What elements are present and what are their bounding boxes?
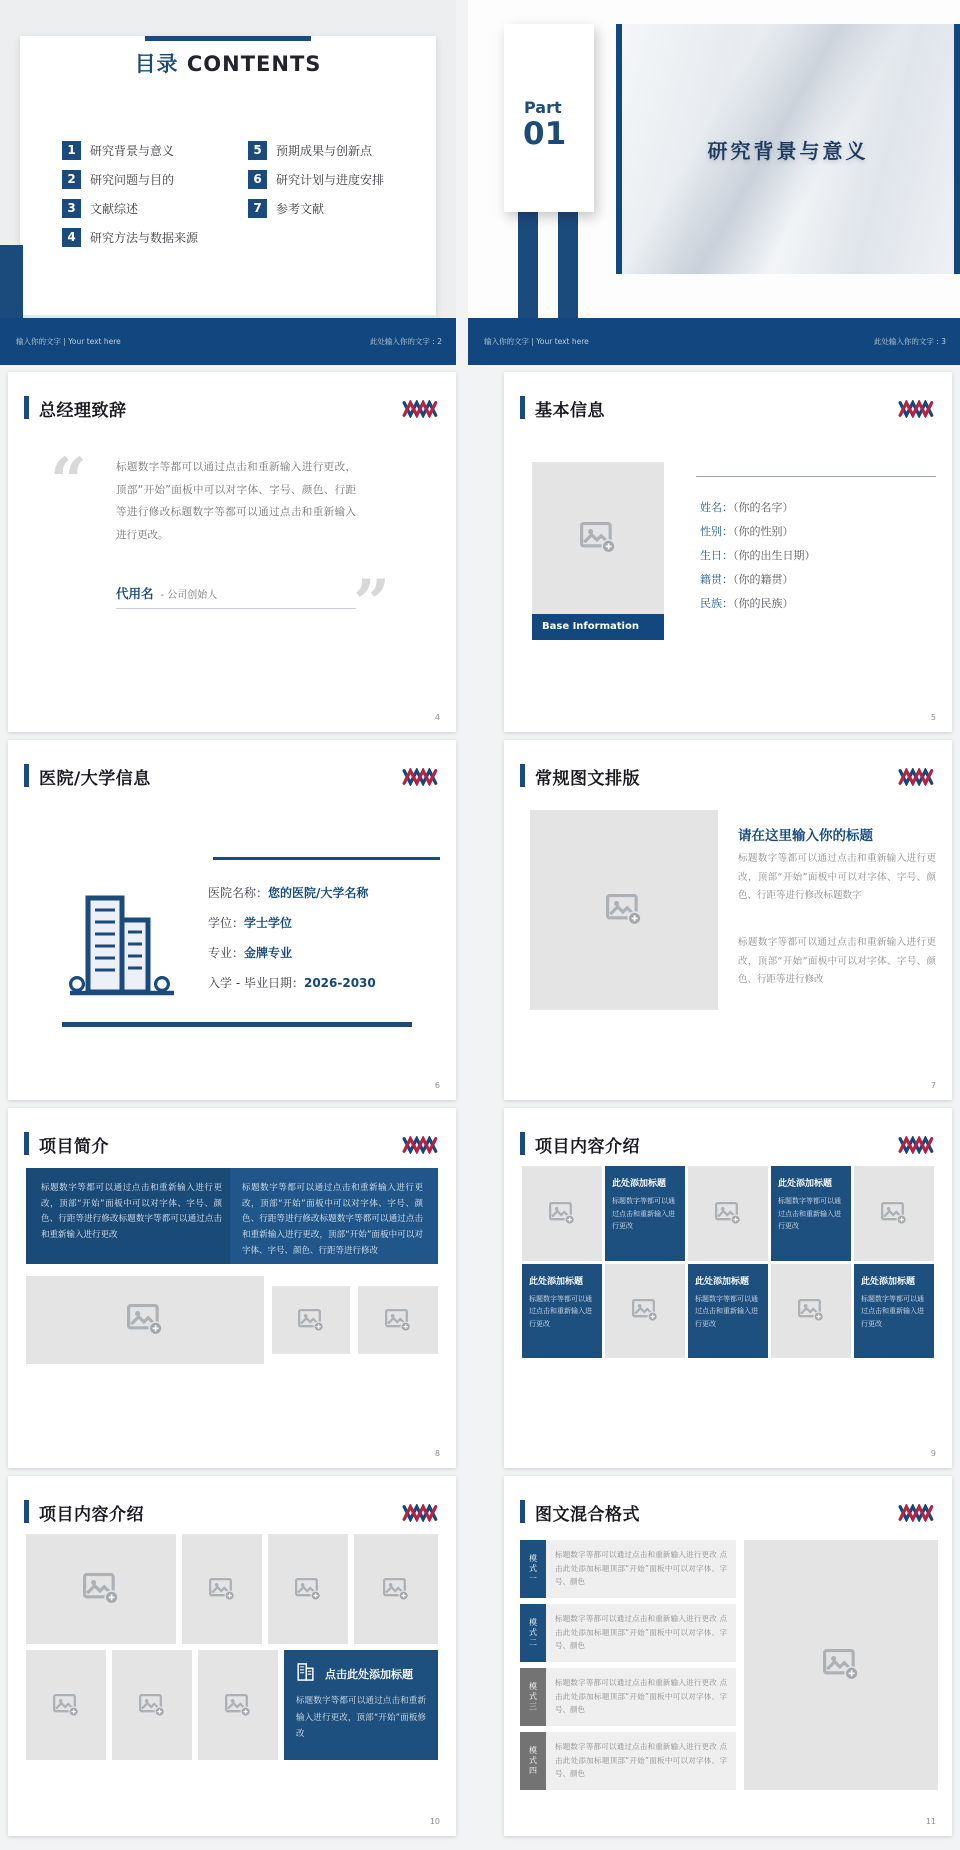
title-accent-bar	[520, 764, 525, 787]
image-placeholder	[358, 1286, 438, 1354]
close-quote-icon: ”	[353, 566, 390, 641]
item-number-badge: 2	[62, 170, 81, 189]
image-placeholder-icon	[715, 1202, 741, 1225]
image-placeholder	[26, 1650, 106, 1760]
grid-text-cell: 此处添加标题 标题数字等都可以通过点击和重新输入进行更改	[605, 1166, 685, 1261]
slide-title: 项目简介	[39, 1137, 109, 1157]
image-placeholder	[112, 1650, 192, 1760]
dna-logo-icon	[402, 1136, 440, 1154]
info-field: 民族：（你的民族）	[700, 597, 794, 610]
dna-logo-icon	[898, 768, 936, 786]
slide-header	[24, 762, 442, 790]
body-paragraph: 标题数字等都可以通过点击和重新输入进行更改，顶部“开始”面板中可以对字体、字号、颜色、行距等进行修改标题数字	[738, 853, 936, 902]
grid-text-cell: 此处添加标题 标题数字等都可以通过点击和重新输入进行更改	[522, 1264, 602, 1359]
image-placeholder	[605, 1264, 685, 1359]
image-placeholder	[26, 1276, 264, 1364]
mode-row	[520, 1604, 736, 1662]
contents-title-zh: 目录	[134, 52, 179, 76]
title-accent-bar	[24, 1500, 29, 1523]
accent-line	[213, 857, 440, 860]
slide-thumbnail-gallery[interactable]	[8, 1476, 456, 1836]
body-paragraph: 标题数字等都可以通过点击和重新输入进行更改，顶部“开始”面板中可以对字体、字号、颜色、行距等进行修改	[738, 937, 936, 986]
mode-row	[520, 1668, 736, 1726]
school-field: 学位：学士学位	[208, 916, 293, 930]
item-label: 参考文献	[276, 201, 325, 216]
quote-author	[116, 584, 217, 602]
building-icon-white	[296, 1662, 318, 1686]
image-placeholder-icon	[632, 1299, 658, 1322]
dna-logo	[898, 1504, 936, 1521]
slide-title: 图文混合格式	[535, 1505, 640, 1525]
item-number-badge: 1	[62, 141, 81, 160]
building-icon	[66, 888, 178, 1024]
accent-underline-bar	[62, 1022, 412, 1027]
mode-tab: 模式三	[520, 1668, 546, 1726]
page-number: 7	[930, 1081, 936, 1090]
mode-row	[520, 1540, 736, 1598]
part-number-panel	[504, 24, 594, 212]
title-accent-bar	[24, 764, 29, 787]
vertical-accent-stripe	[558, 212, 578, 318]
image-placeholder-icon	[580, 522, 616, 554]
dna-logo	[402, 768, 440, 785]
mode-body: 标题数字等都可以通过点击和重新输入进行更改 点击此处添加标题顶部“开始”面板中可以对字体、字号、颜色	[546, 1668, 736, 1726]
school-field: 专业：金牌专业	[208, 946, 293, 960]
page-number: 10	[429, 1817, 440, 1826]
slide-thumbnail-basic-info[interactable]	[504, 372, 952, 732]
item-number-badge: 4	[62, 228, 81, 247]
slide-thumbnail-content-grid[interactable]	[504, 1108, 952, 1468]
page-number: 6	[434, 1081, 440, 1090]
slide-title: 医院/大学信息	[39, 769, 151, 789]
image-placeholder	[354, 1534, 438, 1644]
grid-text-cell: 此处添加标题 标题数字等都可以通过点击和重新输入进行更改	[688, 1264, 768, 1359]
slide-header	[24, 394, 442, 422]
slide-header	[24, 1498, 442, 1526]
footer-left-text: 输入你的文字 | Your text here	[16, 337, 121, 346]
contents-title	[20, 48, 436, 78]
corner-accent-block	[0, 245, 23, 318]
image-placeholder	[771, 1264, 851, 1359]
item-number-badge: 6	[248, 170, 267, 189]
dna-logo	[402, 1504, 440, 1521]
author-role: - 公司创始人	[160, 590, 218, 601]
mode-body: 标题数字等都可以通过点击和重新输入进行更改 点击此处添加标题顶部“开始”面板中可以对字体、字号、颜色	[546, 1540, 736, 1598]
dna-logo	[402, 400, 440, 417]
info-field: 性别：（你的性别）	[700, 525, 794, 538]
slide-footer-bar	[0, 318, 456, 365]
mode-body: 标题数字等都可以通过点击和重新输入进行更改 点击此处添加标题顶部“开始”面板中可以对字体、字号、颜色	[546, 1732, 736, 1790]
dna-logo-icon	[402, 768, 440, 786]
slide-header	[520, 762, 938, 790]
caption-title: 点击此处添加标题	[325, 1668, 413, 1681]
info-field: 生日：（你的出生日期）	[700, 549, 816, 562]
grid-text-cell: 此处添加标题 标题数字等都可以通过点击和重新输入进行更改	[854, 1264, 934, 1359]
school-field-list	[208, 878, 376, 998]
image-placeholder-icon	[53, 1694, 79, 1717]
image-placeholder-icon	[823, 1649, 859, 1681]
title-accent-bar	[145, 36, 311, 41]
item-number-badge: 7	[248, 199, 267, 218]
item-label: 文献综述	[90, 201, 139, 216]
section-title: 研究背景与意义	[707, 138, 869, 163]
dna-logo	[898, 768, 936, 785]
title-accent-bar	[520, 1132, 525, 1155]
title-accent-bar	[24, 396, 29, 419]
dna-logo	[898, 400, 936, 417]
footer-left-text: 输入你的文字 | Your text here	[484, 337, 589, 346]
image-placeholder	[530, 810, 718, 1010]
open-quote-icon: “	[50, 444, 87, 519]
slide-header	[520, 1498, 938, 1526]
intro-text-column: 标题数字等都可以通过点击和重新输入进行更改，顶部“开始”面板中可以对字体、字号、颜色、行距等进行修改标题数字等都可以通过点击和重新输入进行更改，顶部“开始”面板中可以对字体、字号、颜色、行距等进行修改	[242, 1183, 423, 1256]
slide-title: 常规图文排版	[535, 769, 640, 789]
page-number: 8	[434, 1449, 440, 1458]
image-placeholder	[272, 1286, 350, 1354]
image-placeholder-icon	[209, 1578, 235, 1601]
item-label: 预期成果与创新点	[276, 143, 373, 158]
image-placeholder	[744, 1540, 938, 1790]
slide-title: 项目内容介绍	[39, 1505, 144, 1525]
image-placeholder	[198, 1650, 278, 1760]
intro-text-column: 标题数字等都可以通过点击和重新输入进行更改，顶部“开始”面板中可以对字体、字号、颜色、行距等进行修改标题数字等都可以通过点击和重新输入进行更改	[41, 1183, 222, 1241]
slide-thumbnail-contents[interactable]	[0, 0, 456, 365]
dna-logo-icon	[402, 1504, 440, 1522]
image-placeholder-icon	[298, 1309, 324, 1332]
image-placeholder-icon	[295, 1578, 321, 1601]
contents-item	[62, 140, 174, 160]
part-label: Part	[524, 98, 562, 117]
info-field: 籍贯：（你的籍贯）	[700, 573, 794, 586]
divider-line	[116, 608, 356, 609]
slide-footer-bar	[468, 318, 960, 365]
slide-title: 总经理致辞	[39, 401, 127, 421]
item-label: 研究计划与进度安排	[276, 172, 385, 187]
image-placeholder	[182, 1534, 262, 1644]
part-number: 01	[523, 116, 567, 152]
title-accent-bar	[520, 396, 525, 419]
slide-thumbnail-ceo-speech[interactable]	[8, 372, 456, 732]
dna-logo-icon	[402, 400, 440, 418]
school-field: 入学 - 毕业日期：2026-2030	[208, 976, 376, 990]
footer-right-text: 此处输入你的文字 : 2	[369, 337, 442, 346]
contents-item	[62, 198, 138, 218]
photo-placeholder	[532, 462, 664, 614]
image-placeholder-icon	[798, 1299, 824, 1322]
dna-logo	[402, 1136, 440, 1153]
image-placeholder-icon	[881, 1202, 907, 1225]
slide-title: 项目内容介绍	[535, 1137, 640, 1157]
contents-item	[62, 227, 198, 247]
school-field: 医院名称：您的医院/大学名称	[208, 886, 369, 900]
image-placeholder	[522, 1166, 602, 1261]
intro-text-panel	[26, 1168, 438, 1264]
image-placeholder-icon	[549, 1202, 575, 1225]
image-placeholder	[268, 1534, 348, 1644]
title-accent-bar	[24, 1132, 29, 1155]
slide-thumbnail-part-divider[interactable]	[468, 0, 960, 365]
dna-logo-icon	[898, 400, 936, 418]
contents-item	[248, 140, 372, 160]
page-number: 9	[930, 1449, 936, 1458]
slide-thumbnail-hospital-info[interactable]	[8, 740, 456, 1100]
title-accent-bar	[520, 1500, 525, 1523]
slide-thumbnail-project-intro[interactable]	[8, 1108, 456, 1468]
info-field: 姓名：（你的名字）	[700, 501, 794, 514]
divider-line	[696, 476, 936, 477]
dna-logo-icon	[898, 1136, 936, 1154]
page-number: 4	[434, 713, 440, 722]
slide-thumbnail-text-image-layout[interactable]	[504, 740, 952, 1100]
contents-card	[20, 36, 436, 318]
content-heading: 请在这里输入你的标题	[738, 828, 873, 844]
section-cover-image	[616, 24, 960, 274]
mode-tab: 模式四	[520, 1732, 546, 1790]
slide-title: 基本信息	[535, 401, 605, 421]
info-field-list	[700, 496, 816, 616]
item-label: 研究方法与数据来源	[90, 230, 199, 245]
item-label: 研究问题与目的	[90, 172, 175, 187]
contents-item	[62, 169, 174, 189]
contents-item	[248, 198, 324, 218]
caption-panel	[284, 1650, 438, 1760]
dna-logo	[898, 1136, 936, 1153]
contents-item	[248, 169, 384, 189]
dna-logo-icon	[898, 1504, 936, 1522]
image-placeholder-icon	[139, 1694, 165, 1717]
quote-body-text: 标题数字等都可以通过点击和重新输入进行更改，顶部“开始”面板中可以对字体、字号、颜色、行距等进行修改标题数字等都可以通过点击和重新输入进行更改。	[116, 461, 356, 541]
image-placeholder	[854, 1166, 934, 1261]
footer-right-text: 此处输入你的文字 : 3	[873, 337, 946, 346]
item-number-badge: 5	[248, 141, 267, 160]
image-placeholder-icon	[383, 1578, 409, 1601]
mode-list	[520, 1540, 736, 1796]
checkerboard-grid	[522, 1166, 934, 1358]
page-number: 11	[925, 1817, 936, 1826]
item-label: 研究背景与意义	[90, 143, 175, 158]
image-placeholder	[26, 1534, 176, 1644]
mode-tab: 模式一	[520, 1540, 546, 1598]
mode-row	[520, 1732, 736, 1790]
mode-tab: 模式二	[520, 1604, 546, 1662]
page-number: 5	[930, 713, 936, 722]
image-placeholder-icon	[83, 1573, 119, 1605]
vertical-accent-stripe	[518, 212, 538, 318]
item-number-badge: 3	[62, 199, 81, 218]
caption-body: 标题数字等都可以通过点击和重新输入进行更改，顶部“开始”面板修改	[296, 1696, 426, 1740]
grid-text-cell: 此处添加标题 标题数字等都可以通过点击和重新输入进行更改	[771, 1166, 851, 1261]
mode-body: 标题数字等都可以通过点击和重新输入进行更改 点击此处添加标题顶部“开始”面板中可以对字体、字号、颜色	[546, 1604, 736, 1662]
slide-thumbnail-mixed-format[interactable]	[504, 1476, 952, 1836]
slide-header	[520, 1130, 938, 1158]
slide-header	[24, 1130, 442, 1158]
image-placeholder-icon	[225, 1694, 251, 1717]
photo-caption-bar: Base Information	[532, 614, 664, 640]
image-placeholder-icon	[385, 1309, 411, 1332]
image-placeholder-icon	[127, 1304, 163, 1336]
slide-header	[520, 394, 938, 422]
image-placeholder-icon	[606, 894, 642, 926]
image-placeholder	[688, 1166, 768, 1261]
author-name: 代用名	[116, 586, 154, 601]
contents-title-en: CONTENTS	[186, 52, 322, 76]
